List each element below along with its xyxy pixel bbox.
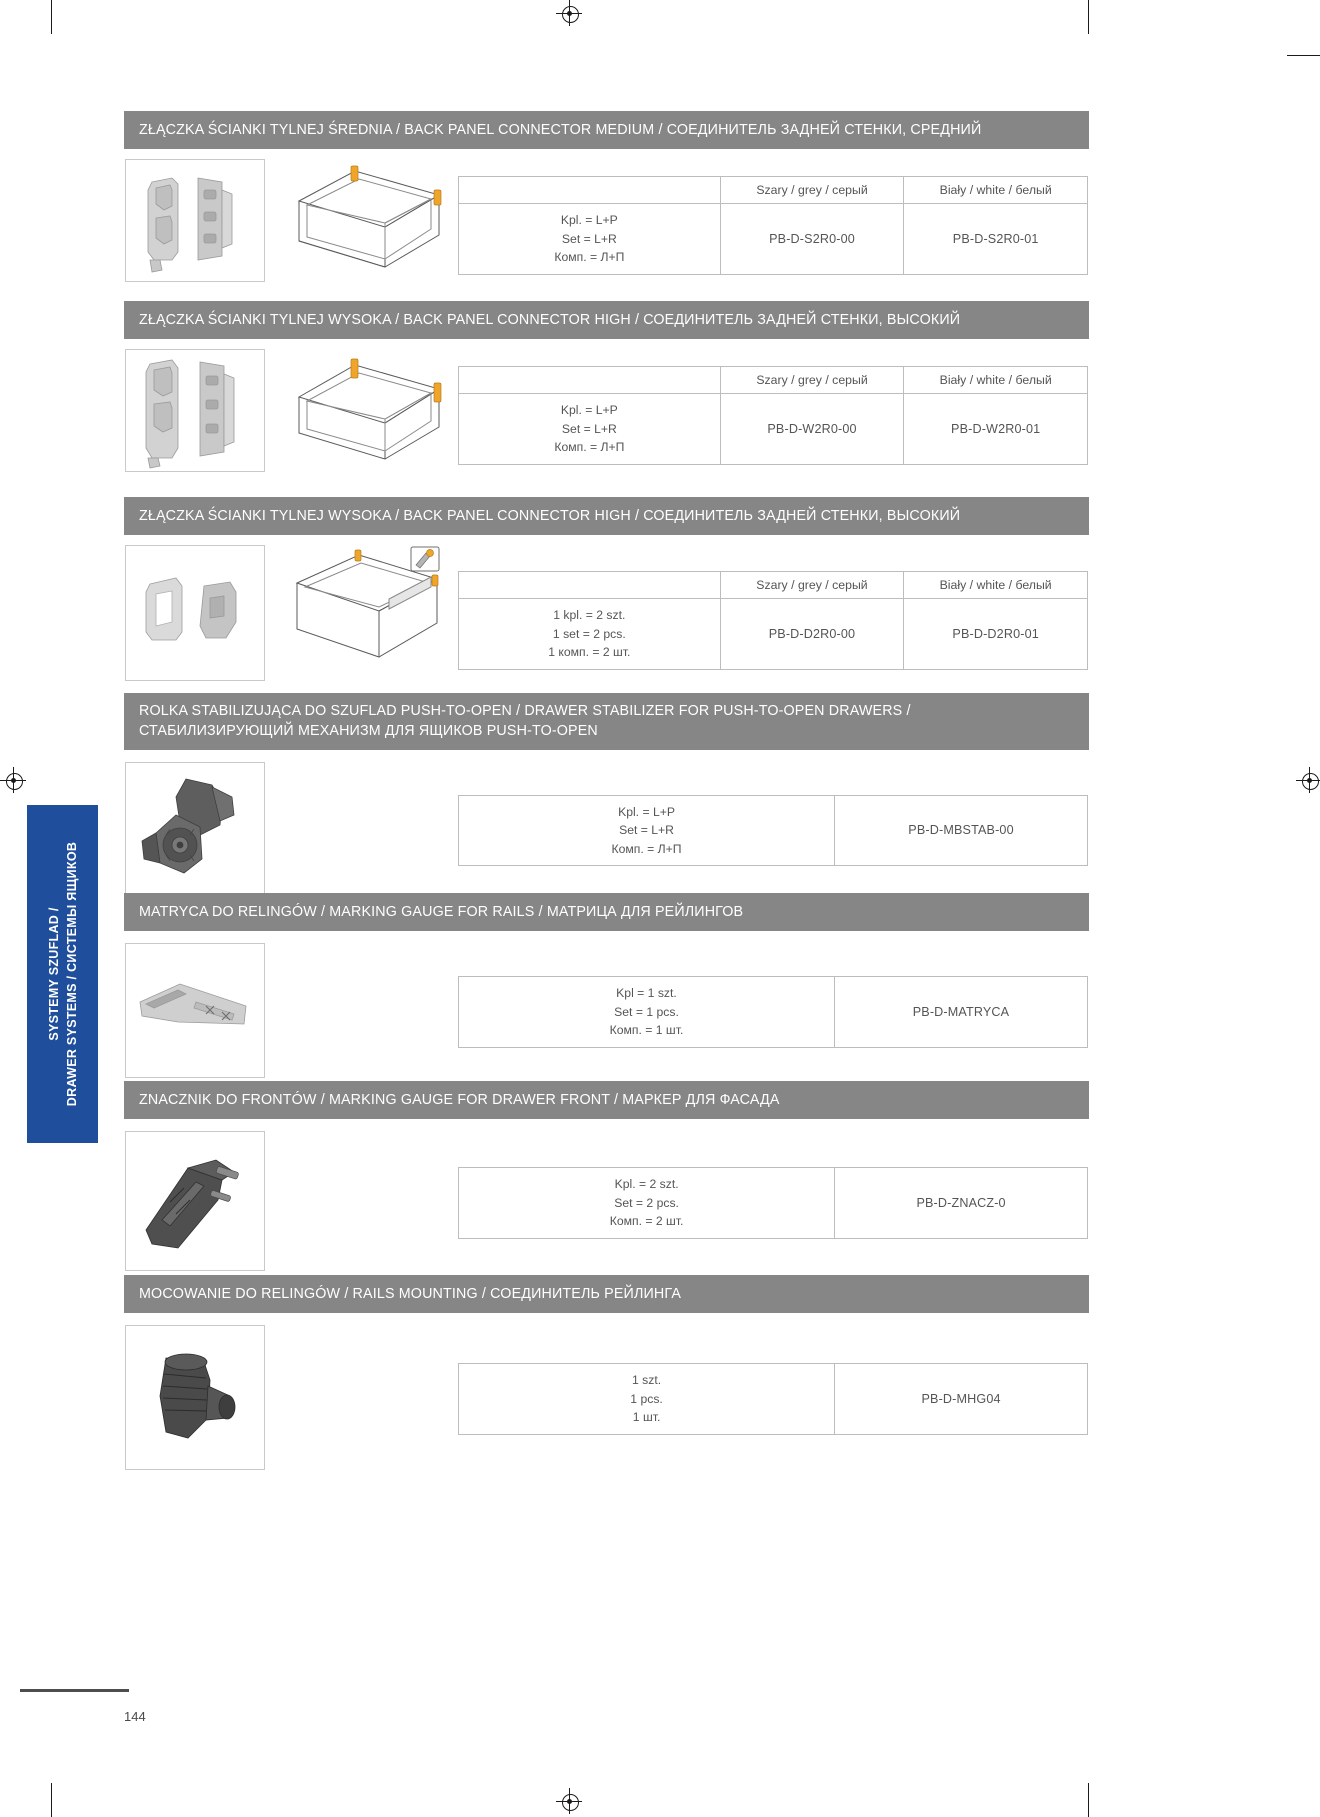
table-header-blank [459,367,721,394]
section-back-panel-connector-high-2 [124,497,1089,685]
product-table-marking-gauge-rails [458,976,1088,1048]
desc-line-1: Kpl. = 2 szt. [614,1177,679,1192]
section-drawer-stabilizer [124,693,1089,910]
section-body [124,750,1089,910]
product-table-connector-clip [458,571,1088,670]
table-header-row [459,177,1088,204]
side-tab-label-line2: DRAWER SYSTEMS / СИСТЕМЫ ЯЩИКОВ [64,841,79,1107]
table-cell-code: PB-D-MATRYCA [834,977,1087,1048]
crop-mark-bottom-left [51,1783,52,1817]
section-marking-gauge-rails [124,893,1089,1091]
rails-mounting-photo-svg [126,1326,264,1469]
catalog-page [124,0,1094,1817]
registration-dot [11,778,16,783]
product-table-stabilizer [458,795,1088,867]
desc-line-2: Set = L+R [561,231,617,246]
product-photo-connector-medium [125,159,265,282]
table-header-grey: Szary / grey / серый [720,177,904,204]
section-title: ZŁĄCZKA ŚCIANKI TYLNEJ ŚREDNIA / BACK PANEL CONNECTOR MEDIUM / СОЕДИНИТЕЛЬ ЗАДНЕЙ СТЕНКИ, СРЕДНИЙ [124,111,1089,149]
product-photo-marking-gauge-front [125,1131,265,1271]
desc-line-2: Set = L+R [619,823,674,838]
desc-line-1: Kpl. = L+P [618,804,675,819]
table-cell-code-white: PB-D-W2R0-01 [904,394,1088,465]
table-row [459,977,1088,1048]
registration-dot [1307,778,1312,783]
table-header-blank [459,177,721,204]
section-marking-gauge-front [124,1081,1089,1284]
desc-line-3: Комп. = Л+П [554,440,625,455]
table-header-row [459,367,1088,394]
section-body [124,535,1089,685]
desc-line-1: Kpl. = L+P [560,403,618,418]
marking-gauge-rails-photo-svg [126,944,264,1077]
drawer-line-drawing-medium [289,157,449,282]
product-photo-connector-clip [125,545,265,681]
page-number: 144 [124,1709,146,1724]
drawer-line-drawing-clip [289,539,469,664]
drawer-schematic-svg [289,539,467,673]
section-title: ZŁĄCZKA ŚCIANKI TYLNEJ WYSOKA / BACK PANEL CONNECTOR HIGH / СОЕДИНИТЕЛЬ ЗАДНЕЙ СТЕНКИ, ВЫСОКИЙ [124,497,1089,535]
drawer-line-drawing-high [289,347,449,472]
section-back-panel-connector-high [124,301,1089,478]
desc-line-2: Set = L+R [561,421,617,436]
desc-line-2: Set = 1 pcs. [614,1004,679,1019]
stabilizer-photo-svg [126,763,264,896]
section-body [124,1313,1089,1483]
desc-line-2: 1 set = 2 pcs. [552,626,626,641]
table-header-row [459,572,1088,599]
desc-line-1: Kpl = 1 szt. [616,986,677,1001]
table-cell-description [459,394,721,465]
product-table-marking-gauge-front [458,1167,1088,1239]
registration-mark-right [1296,767,1320,793]
section-body [124,931,1089,1091]
drawer-schematic-svg [289,347,447,471]
connector-clip-photo-svg [126,546,264,680]
table-row [459,1364,1088,1435]
table-row [459,204,1088,275]
crop-mark-right-edge [1287,55,1320,56]
table-cell-code: PB-D-MBSTAB-00 [835,795,1088,866]
table-cell-description [459,599,721,670]
side-tab-label [44,842,80,1106]
table-header-blank [459,572,721,599]
registration-mark-left [0,767,26,793]
section-back-panel-connector-medium [124,111,1089,288]
desc-line-3: Комп. = 2 шт. [609,1214,684,1229]
table-header-grey: Szary / grey / серый [720,367,904,394]
section-title: ZNACZNIK DO FRONTÓW / MARKING GAUGE FOR DRAWER FRONT / МАРКЕР ДЛЯ ФАСАДА [124,1081,1089,1119]
desc-line-1: 1 szt. [632,1373,662,1388]
desc-line-3: 1 шт. [632,1410,661,1425]
desc-line-3: Комп. = Л+П [611,841,682,856]
section-title: MOCOWANIE DO RELINGÓW / RAILS MOUNTING / СОЕДИНИТЕЛЬ РЕЙЛИНГА [124,1275,1089,1313]
desc-line-2: Set = 2 pcs. [614,1195,679,1210]
table-row [459,394,1088,465]
tool-callout-icon [411,547,439,571]
desc-line-3: Комп. = 1 шт. [609,1023,684,1038]
table-header-white: Biały / white / белый [904,572,1088,599]
product-photo-marking-gauge-rails [125,943,265,1078]
desc-line-1: Kpl. = L+P [560,213,618,228]
table-row [459,1168,1088,1239]
section-body [124,339,1089,478]
connector-medium-photo-svg [126,160,264,281]
section-body [124,149,1089,288]
marking-gauge-front-photo-svg [126,1132,264,1270]
table-cell-description [459,204,721,275]
product-table-connector-high [458,366,1088,465]
section-rails-mounting [124,1275,1089,1483]
table-row [459,795,1088,866]
table-cell-code-grey: PB-D-S2R0-00 [720,204,904,275]
product-table-connector-medium [458,176,1088,275]
table-cell-code: PB-D-ZNACZ-0 [835,1168,1088,1239]
section-title-line1: ROLKA STABILIZUJĄCA DO SZUFLAD PUSH-TO-OPEN / DRAWER STABILIZER FOR PUSH-TO-OPEN DRAWERS / [139,703,911,719]
product-photo-connector-high [125,349,265,472]
table-cell-code-white: PB-D-D2R0-01 [904,599,1088,670]
footer-rule [20,1689,129,1692]
section-title-line2: СТАБИЛИЗИРУЮЩИЙ МЕХАНИЗМ ДЛЯ ЯЩИКОВ PUSH-TO-OPEN [139,723,598,740]
table-header-grey: Szary / grey / серый [720,572,904,599]
table-cell-description [459,1364,835,1435]
table-header-white: Biały / white / белый [904,177,1088,204]
section-title [124,693,1089,750]
product-photo-stabilizer [125,762,265,897]
connector-high-photo-svg [126,350,264,471]
side-tab-label-line1: SYSTEMY SZUFLAD / [46,907,61,1041]
desc-line-3: 1 комп. = 2 шт. [548,645,631,660]
table-cell-description [459,1168,835,1239]
product-table-rails-mounting [458,1363,1088,1435]
desc-line-3: Комп. = Л+П [554,250,625,265]
desc-line-2: 1 pcs. [630,1391,663,1406]
crop-mark-top-left [51,0,52,34]
table-cell-code-grey: PB-D-W2R0-00 [720,394,904,465]
table-cell-code-white: PB-D-S2R0-01 [904,204,1088,275]
table-row [459,599,1088,670]
drawer-schematic-svg [289,157,447,281]
section-title: ZŁĄCZKA ŚCIANKI TYLNEJ WYSOKA / BACK PANEL CONNECTOR HIGH / СОЕДИНИТЕЛЬ ЗАДНЕЙ СТЕНКИ, ВЫСОКИЙ [124,301,1089,339]
product-photo-rails-mounting [125,1325,265,1470]
side-tab-drawer-systems [27,805,98,1143]
table-cell-code: PB-D-MHG04 [835,1364,1088,1435]
section-title: MATRYCA DO RELINGÓW / MARKING GAUGE FOR RAILS / МАТРИЦА ДЛЯ РЕЙЛИНГОВ [124,893,1089,931]
section-body [124,1119,1089,1284]
desc-line-1: 1 kpl. = 2 szt. [553,608,626,623]
table-cell-code-grey: PB-D-D2R0-00 [720,599,904,670]
table-header-white: Biały / white / белый [904,367,1088,394]
table-cell-description [459,795,835,866]
table-cell-description [459,977,835,1048]
